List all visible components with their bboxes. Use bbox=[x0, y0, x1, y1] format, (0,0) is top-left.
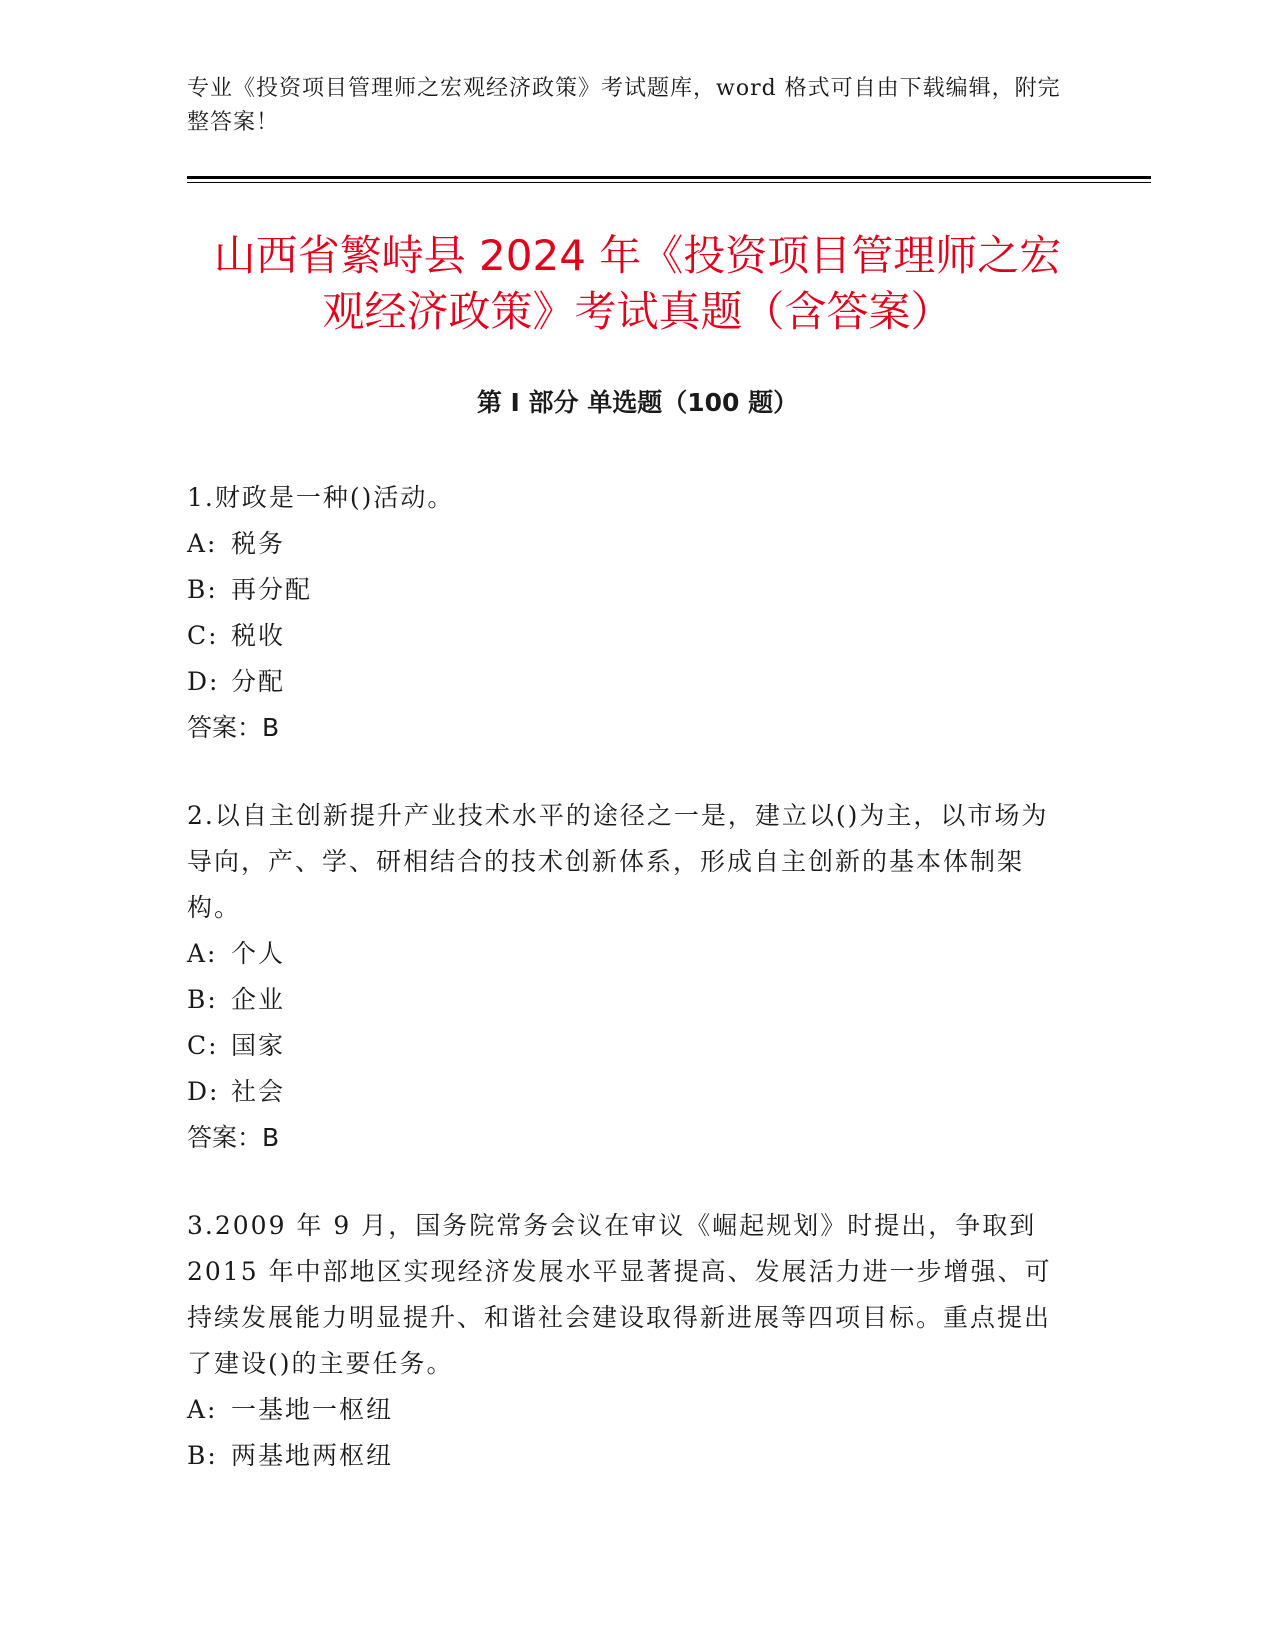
document-title-line-1: 山西省繁峙县 2024 年《投资项目管理师之宏 bbox=[213, 231, 1062, 280]
option-key: B: bbox=[187, 1441, 218, 1470]
option-b bbox=[187, 567, 1067, 613]
option-a bbox=[187, 1387, 1067, 1433]
question-3 bbox=[187, 1203, 1067, 1479]
answer: 答案：B bbox=[187, 713, 280, 742]
option-key: C: bbox=[187, 621, 219, 650]
option-key: A: bbox=[187, 939, 218, 968]
document-title bbox=[150, 228, 1125, 340]
option-a bbox=[187, 931, 1067, 977]
option-key: D: bbox=[187, 1077, 220, 1106]
option-key: C: bbox=[187, 1031, 219, 1060]
document-title-line-2: 观经济政策》考试真题（含答案） bbox=[322, 287, 953, 336]
option-key: A: bbox=[187, 529, 218, 558]
header-divider-thick bbox=[187, 176, 1151, 179]
option-text: 国家 bbox=[231, 1031, 286, 1060]
answer: 答案：B bbox=[187, 1123, 280, 1152]
option-text: 一基地一枢纽 bbox=[231, 1395, 394, 1424]
option-key: B: bbox=[187, 985, 218, 1014]
option-text: 再分配 bbox=[231, 575, 313, 604]
option-text: 企业 bbox=[231, 985, 286, 1014]
question-2 bbox=[187, 793, 1067, 1161]
question-1 bbox=[187, 475, 1067, 751]
option-d bbox=[187, 659, 1067, 705]
header-note: 专业《投资项目管理师之宏观经济政策》考试题库，word 格式可自由下载编辑，附完整答案！ bbox=[187, 76, 1061, 135]
option-b bbox=[187, 1433, 1067, 1479]
option-a bbox=[187, 521, 1067, 567]
option-text: 税务 bbox=[231, 529, 286, 558]
option-text: 社会 bbox=[231, 1077, 286, 1106]
header-divider-thin bbox=[187, 182, 1151, 183]
question-list bbox=[187, 475, 1067, 1521]
option-text: 税收 bbox=[231, 621, 286, 650]
question-stem: 3.2009 年 9 月，国务院常务会议在审议《崛起规划》时提出，争取到 2015 年中部地区实现经济发展水平显著提高、发展活力进一步增强、可持续发展能力明显提升、和谐社会建设取得新进展等四项目标。重点提出了建设()的主要任务。 bbox=[187, 1211, 1052, 1378]
option-d bbox=[187, 1069, 1067, 1115]
question-stem: 1.财政是一种()活动。 bbox=[187, 483, 455, 512]
option-text: 个人 bbox=[231, 939, 286, 968]
option-key: B: bbox=[187, 575, 218, 604]
question-stem: 2.以自主创新提升产业技术水平的途径之一是，建立以()为主，以市场为导向，产、学、研相结合的技术创新体系，形成自主创新的基本体制架构。 bbox=[187, 801, 1049, 922]
option-c bbox=[187, 613, 1067, 659]
option-c bbox=[187, 1023, 1067, 1069]
option-b bbox=[187, 977, 1067, 1023]
option-text: 分配 bbox=[231, 667, 286, 696]
option-text: 两基地两枢纽 bbox=[231, 1441, 394, 1470]
option-key: A: bbox=[187, 1395, 218, 1424]
option-key: D: bbox=[187, 667, 220, 696]
section-heading: 第 I 部分 单选题（100 题） bbox=[476, 388, 799, 417]
